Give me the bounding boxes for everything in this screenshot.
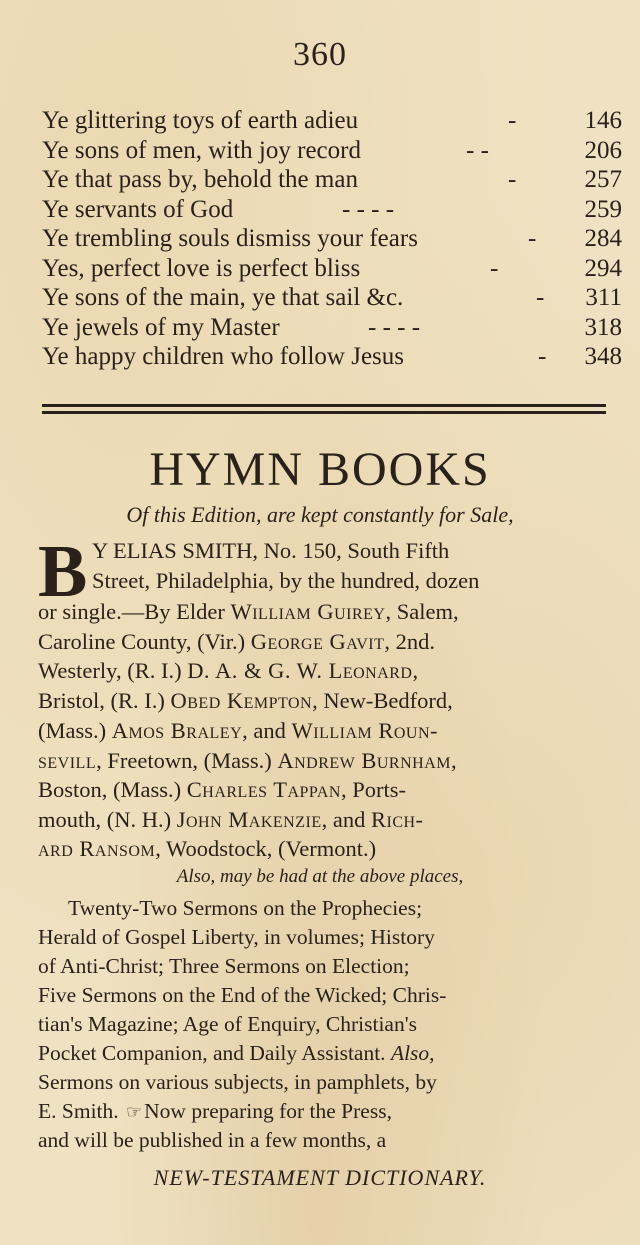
text-run: Bristol, (R. I.)	[38, 688, 171, 713]
index-dashes: -	[538, 343, 547, 370]
works-line: of Anti-Christ; Three Sermons on Election;	[38, 954, 410, 978]
index-row	[42, 224, 622, 254]
index-dashes: - - - -	[342, 195, 395, 223]
index-title: Ye sons of the main, ye that sail &c.	[42, 284, 404, 311]
agent-name: John Makenzie	[176, 807, 322, 832]
paragraph-line	[38, 775, 620, 805]
text-run: , Freetown, (Mass.)	[96, 748, 278, 773]
index-title: Ye glittering toys of earth adieu	[42, 107, 359, 134]
index-number: 146	[584, 107, 622, 134]
text-run: , Salem,	[385, 599, 459, 624]
index-title: Ye happy children who follow Jesus	[42, 343, 405, 370]
text-run: Now preparing for the Press,	[144, 1099, 392, 1123]
works-line: and will be published in a few months, a	[38, 1128, 387, 1152]
agent-name: sevill	[38, 748, 97, 773]
text-run: E. Smith.	[38, 1099, 125, 1123]
works-line: Twenty-Two Sermons on the Prophecies;	[68, 896, 423, 920]
text-run: , 2nd.	[384, 629, 436, 654]
index-dashes: -	[508, 107, 517, 134]
agent-name: Rich-	[371, 807, 424, 832]
paragraph-line	[38, 834, 620, 864]
index-dashes: -	[528, 225, 537, 252]
agent-name: D. A. & G. W. Leonard	[187, 658, 413, 683]
agent-name: William Roun-	[291, 718, 439, 743]
text-run: , New-Bedford,	[312, 688, 453, 713]
works-line: Sermons on various subjects, in pamphlets, by	[38, 1070, 437, 1094]
index-title: Yes, perfect love is perfect bliss	[42, 254, 361, 282]
agent-name: George Gavit	[250, 629, 385, 654]
index-row	[42, 195, 622, 225]
index-title: Ye servants of God	[42, 195, 234, 223]
text-run: Also,	[390, 1041, 435, 1065]
text-run: Westerly, (R. I.)	[38, 658, 188, 683]
index-number: 294	[584, 254, 622, 282]
text-run: mouth, (N. H.)	[38, 807, 177, 832]
index-number: 318	[584, 313, 622, 341]
agent-name: ard Ransom	[38, 836, 156, 861]
index-row	[42, 106, 622, 136]
agent-name: Amos Braley	[111, 718, 243, 743]
paragraph-line	[38, 805, 620, 835]
text-run: , Woodstock, (Vermont.)	[155, 836, 377, 861]
page-number: 360	[293, 36, 347, 73]
also-note: Also, may be had at the above places,	[176, 866, 464, 887]
index-row	[42, 283, 622, 313]
text-run: Caroline County, (Vir.)	[38, 629, 251, 654]
agent-name: William Guirey	[230, 599, 386, 624]
index-dashes: - - - -	[368, 313, 421, 341]
index-title: Ye trembling souls dismiss your fears	[42, 225, 418, 252]
dictionary-title: NEW-TESTAMENT DICTIONARY.	[153, 1165, 487, 1190]
index-number: 206	[584, 136, 622, 164]
paragraph-line	[38, 597, 620, 627]
index-dashes: -	[536, 284, 545, 311]
works-line: tian's Magazine; Age of Enquiry, Christian's	[38, 1012, 417, 1036]
index-number: 284	[584, 225, 622, 252]
section-subheading: Of this Edition, are kept constantly for Sale,	[126, 502, 514, 527]
agent-name: Charles Tappan	[186, 777, 341, 802]
works-line	[38, 1039, 618, 1067]
paragraph-line	[38, 656, 620, 686]
hymn-index	[42, 106, 622, 372]
index-dashes: - -	[466, 136, 489, 164]
works-line: Five Sermons on the End of the Wicked; Chris-	[38, 983, 447, 1007]
paragraph-line: Street, Philadelphia, by the hundred, dozen	[92, 568, 480, 593]
drop-cap: B	[38, 531, 88, 613]
index-row	[42, 342, 622, 372]
agent-name: Obed Kempton	[170, 688, 313, 713]
works-line: Herald of Gospel Liberty, in volumes; History	[38, 925, 435, 949]
index-number: 259	[584, 195, 622, 223]
text-run: Boston, (Mass.)	[38, 777, 187, 802]
paragraph-line	[38, 716, 620, 746]
index-dashes: -	[490, 254, 499, 282]
index-number: 311	[585, 284, 622, 311]
section-heading: HYMN BOOKS	[149, 443, 491, 496]
section-divider	[42, 404, 606, 414]
index-row	[42, 313, 622, 343]
text-run: , and	[242, 718, 292, 743]
index-title: Ye that pass by, behold the man	[42, 166, 358, 193]
index-row	[42, 254, 622, 284]
paragraph-line	[38, 686, 620, 716]
index-row	[42, 136, 622, 166]
index-dashes: -	[508, 166, 517, 193]
text-run: ,	[451, 748, 457, 773]
text-run: , Ports-	[340, 777, 406, 802]
paragraph-line	[38, 627, 620, 657]
paragraph-line	[38, 746, 620, 776]
index-row	[42, 165, 622, 195]
text-run: ,	[412, 658, 419, 683]
agent-name: Andrew Burnham	[277, 748, 451, 773]
text-run: Pocket Companion, and Daily Assistant.	[38, 1041, 391, 1065]
text-run: , and	[321, 807, 371, 832]
works-line	[38, 1097, 618, 1126]
index-number: 257	[584, 166, 622, 193]
index-number: 348	[584, 343, 622, 370]
text-run: or single.—By Elder	[38, 599, 231, 624]
index-title: Ye sons of men, with joy record	[42, 136, 361, 164]
pointing-hand-icon: ☞	[126, 1102, 143, 1122]
text-run: (Mass.)	[38, 718, 112, 743]
index-title: Ye jewels of my Master	[42, 313, 280, 341]
paragraph-line: Y ELIAS SMITH, No. 150, South Fifth	[92, 538, 450, 563]
